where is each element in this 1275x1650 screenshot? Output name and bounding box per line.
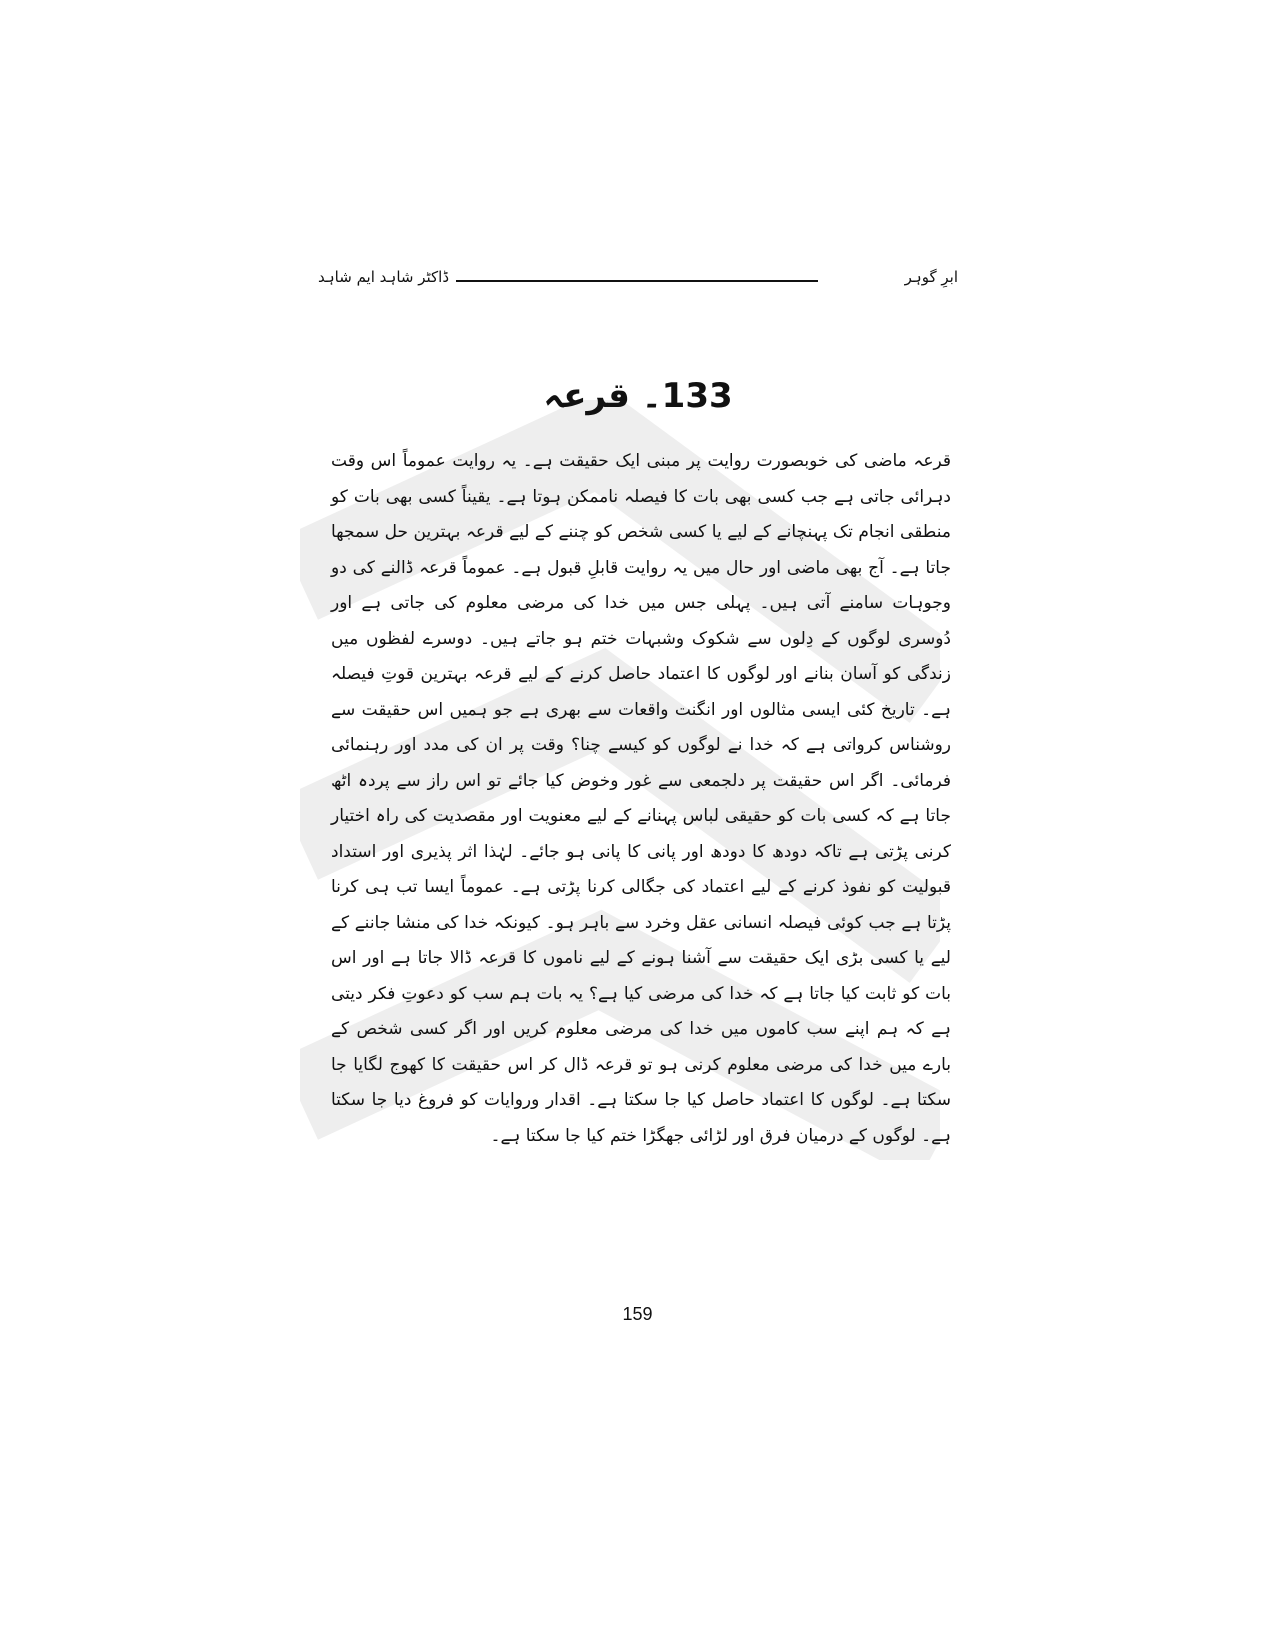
header-rule [456, 280, 818, 282]
header-author: ڈاکٹر شاہد ایم شاہد [318, 268, 450, 286]
chapter-title: 133۔ قرعہ [543, 376, 733, 416]
running-header [318, 268, 958, 298]
header-book-title: ابرِ گوہر [904, 268, 958, 286]
page-number: 159 [622, 1304, 653, 1324]
body-paragraph: قرعہ ماضی کی خوبصورت روایت پر مبنی ایک حقیقت ہے۔ یہ روایت عموماً اس وقت دہرائی جاتی ہے جب کسی بھی بات کا فیصلہ ناممکن ہوتا ہے۔ یقیناً کسی بھی بات کو منطقی انجام تک پہنچانے کے لیے یا کسی شخص کو چننے کے لیے قرعہ بہترین حل سمجھا جاتا ہے۔ آج بھی ماضی اور حال میں یہ روایت قابلِ قبول ہے۔ عموماً قرعہ ڈالنے کی دو وجوہات سامنے آتی ہیں۔ پہلی جس میں خدا کی مرضی معلوم کی جاتی ہے اور دُوسری لوگوں کے دِلوں سے شکوک وشبہات ختم ہو جاتے ہیں۔ دوسرے لفظوں میں زندگی کو آسان بنانے اور لوگوں کا اعتماد حاصل کرنے کے لیے قرعہ بہترین قوتِ فیصلہ ہے۔ تاریخ کئی ایسی مثالوں اور انگنت واقعات سے بھری ہے جو ہمیں اس حقیقت سے روشناس کرواتی ہے کہ خدا نے لوگوں کو کیسے چنا؟ وقت پر ان کی مدد اور رہنمائی فرمائی۔ اگر اس حقیقت پر دلجمعی سے غور وخوض کیا جائے تو اس راز سے پردہ اٹھ جاتا ہے کہ کسی بات کو حقیقی لباس پہنانے کے لیے معنویت اور مقصدیت کی راہ اختیار کرنی پڑتی ہے تاکہ دودھ کا دودھ اور پانی کا پانی ہو جائے۔ لہٰذا اثر پذیری اور استداد قبولیت کو نفوذ کرنے کے لیے اعتماد کی جگالی کرنا پڑتی ہے۔ عموماً ایسا تب ہی کرنا پڑتا ہے جب کوئی فیصلہ انسانی عقل وخرد سے باہر ہو۔ کیونکہ خدا کی منشا جاننے کے لیے یا کسی بڑی ایک حقیقت سے آشنا ہونے کے لیے ناموں کا قرعہ ڈالا جاتا ہے اور اس بات کو ثابت کیا جاتا ہے کہ خدا کی مرضی کیا ہے؟ یہ بات ہم سب کو دعوتِ فکر دیتی ہے کہ ہم اپنے سب کاموں میں خدا کی مرضی معلوم کریں اور اگر کسی شخص کے بارے میں خدا کی مرضی معلوم کرنی ہو تو قرعہ ڈال کر اس حقیقت کا کھوج لگایا جا سکتا ہے۔ لوگوں کا اعتماد حاصل کیا جا سکتا ہے۔ اقدار وروایات کو فروغ دیا جا سکتا ہے۔ لوگوں کے درمیان فرق اور لڑائی جھگڑا ختم کیا جا سکتا ہے۔ [331, 451, 951, 1146]
